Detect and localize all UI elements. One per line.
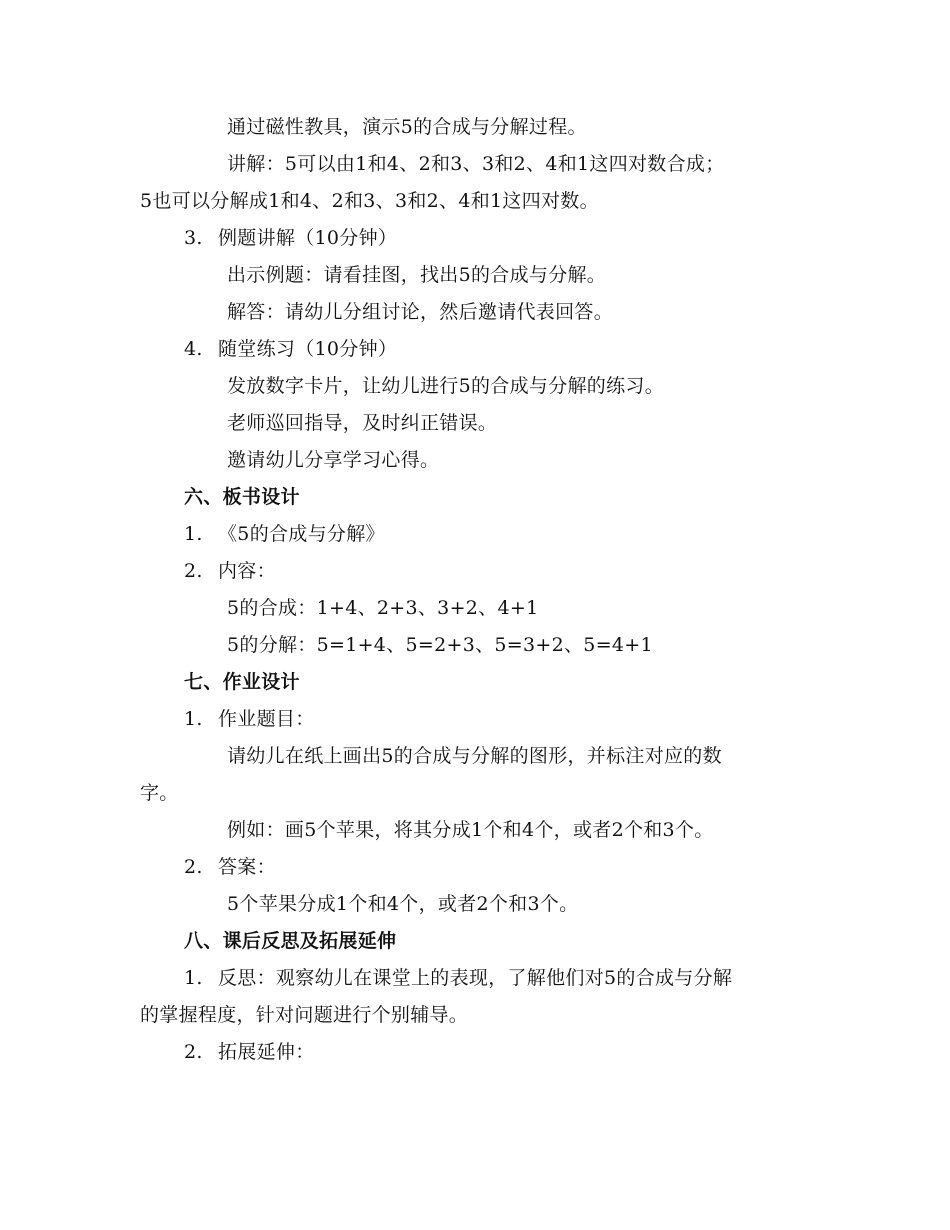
section-heading: 八、课后反思及拓展延伸 <box>184 930 397 952</box>
paragraph-line: 例如：画5个苹果，将其分成1个和4个，或者2个和3个。 <box>227 819 714 841</box>
list-item-number: 3. <box>184 227 203 249</box>
list-item-number: 1. <box>184 967 203 989</box>
list-item-text: 作业题目： <box>218 708 315 730</box>
paragraph-line: 5个苹果分成1个和4个，或者2个和3个。 <box>227 893 579 915</box>
list-item <box>184 706 315 732</box>
section-heading: 七、作业设计 <box>184 671 300 693</box>
paragraph-line: 通过磁性教具，演示5的合成与分解过程。 <box>227 116 587 138</box>
paragraph-line: 5的分解：5=1+4、5=2+3、5=3+2、5=4+1 <box>227 634 653 656</box>
section-heading: 六、板书设计 <box>184 486 300 508</box>
list-item-text: 《5的合成与分解》 <box>218 523 385 545</box>
list-item-number: 4. <box>184 338 203 360</box>
list-item-text: 答案： <box>218 856 276 878</box>
paragraph-line: 解答：请幼儿分组讨论，然后邀请代表回答。 <box>227 301 614 323</box>
paragraph-line: 老师巡回指导，及时纠正错误。 <box>227 412 498 434</box>
list-item-text: 拓展延伸： <box>218 1041 315 1063</box>
list-item-number: 2. <box>184 560 203 582</box>
paragraph-line: 请幼儿在纸上画出5的合成与分解的图形，并标注对应的数 <box>227 745 722 767</box>
list-item-number: 1. <box>184 708 203 730</box>
list-item <box>184 558 276 584</box>
paragraph-line: 5的合成：1+4、2+3、3+2、4+1 <box>227 597 539 619</box>
list-item-text: 反思：观察幼儿在课堂上的表现，了解他们对5的合成与分解 <box>218 967 733 989</box>
list-item <box>184 225 397 251</box>
paragraph-line: 出示例题：请看挂图，找出5的合成与分解。 <box>227 264 607 286</box>
list-item-number: 2. <box>184 1041 203 1063</box>
paragraph-line: 讲解：5可以由1和4、2和3、3和2、4和1这四对数合成； <box>227 153 725 175</box>
list-item <box>184 1039 315 1065</box>
paragraph-line: 的掌握程度，针对问题进行个别辅导。 <box>140 1004 469 1026</box>
list-item-text: 例题讲解（10分钟） <box>218 227 398 249</box>
list-item-text: 随堂练习（10分钟） <box>218 338 398 360</box>
list-item-text: 内容： <box>218 560 276 582</box>
list-item <box>184 854 276 880</box>
paragraph-line: 发放数字卡片，让幼儿进行5的合成与分解的练习。 <box>227 375 664 397</box>
list-item-number: 1. <box>184 523 203 545</box>
paragraph-line: 邀请幼儿分享学习心得。 <box>227 449 440 471</box>
list-item <box>184 521 385 547</box>
paragraph-line: 5也可以分解成1和4、2和3、3和2、4和1这四对数。 <box>140 190 599 212</box>
paragraph-line: 字。 <box>140 782 179 804</box>
list-item <box>184 336 397 362</box>
list-item-number: 2. <box>184 856 203 878</box>
list-item <box>184 965 732 991</box>
